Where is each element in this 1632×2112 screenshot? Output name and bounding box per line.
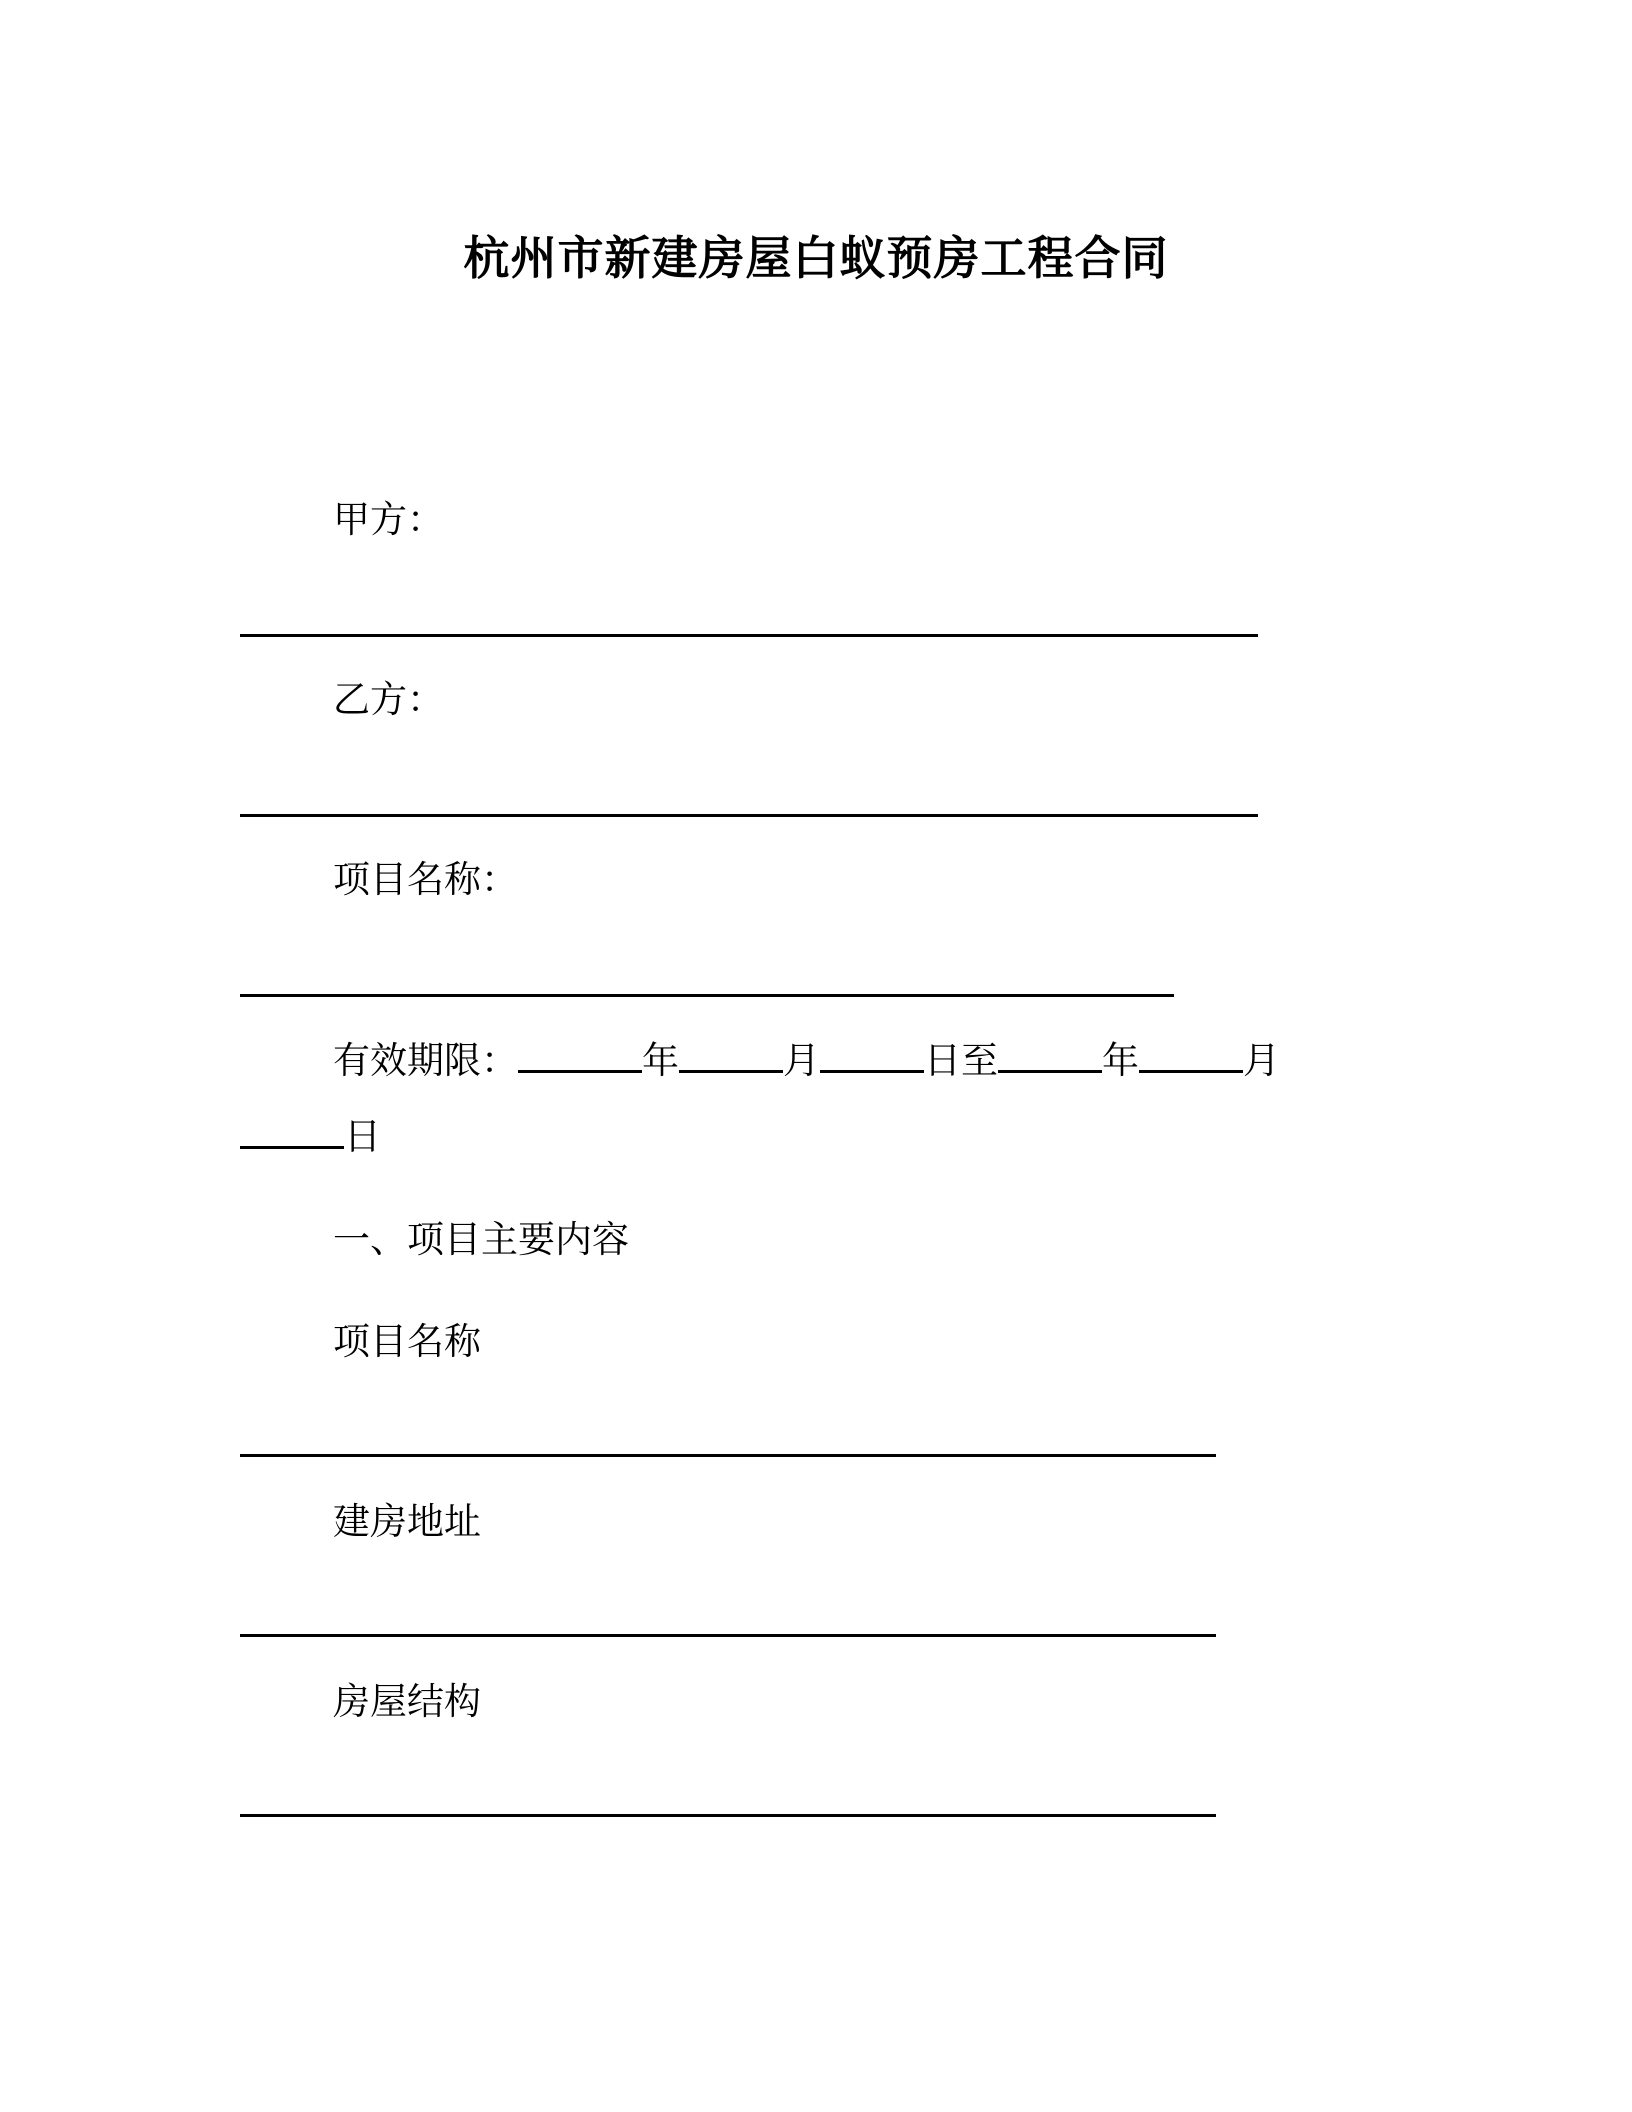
end-month-unit: 月 (1243, 1039, 1280, 1082)
start-month-blank[interactable] (679, 1036, 783, 1073)
project-name-blank[interactable] (240, 960, 1174, 997)
end-day-unit: 日 (344, 1115, 381, 1158)
party-a-label: 甲方： (333, 498, 444, 541)
validity-row-cont (240, 1112, 381, 1161)
start-year-blank[interactable] (518, 1036, 642, 1073)
item-address-label: 建房地址 (333, 1500, 481, 1543)
start-day-to: 日至 (924, 1039, 998, 1082)
end-day-blank[interactable] (240, 1112, 344, 1149)
project-name-fill-line[interactable] (240, 960, 1174, 1009)
item-project-name-label: 项目名称 (333, 1320, 481, 1363)
item-address-fill-line[interactable] (240, 1600, 1216, 1649)
start-day-blank[interactable] (820, 1036, 924, 1073)
item-structure-fill-line[interactable] (240, 1780, 1216, 1829)
start-year-unit: 年 (642, 1039, 679, 1082)
page-title: 杭州市新建房屋白蚁预房工程合同 (463, 231, 1169, 285)
item-structure-blank[interactable] (240, 1780, 1216, 1817)
project-name-label: 项目名称： (333, 858, 518, 901)
party-b-fill-line[interactable] (240, 780, 1258, 829)
end-month-blank[interactable] (1139, 1036, 1243, 1073)
item-project-name-blank[interactable] (240, 1420, 1216, 1457)
end-year-unit: 年 (1102, 1039, 1139, 1082)
validity-row (333, 1036, 1280, 1085)
item-structure-label: 房屋结构 (333, 1680, 481, 1723)
party-a-fill-line[interactable] (240, 600, 1258, 649)
validity-label: 有效期限： (333, 1039, 518, 1082)
start-month-unit: 月 (783, 1039, 820, 1082)
party-b-blank[interactable] (240, 780, 1258, 817)
party-b-label: 乙方： (333, 678, 444, 721)
party-a-blank[interactable] (240, 600, 1258, 637)
section-1-heading: 一、项目主要内容 (333, 1218, 629, 1261)
item-address-blank[interactable] (240, 1600, 1216, 1637)
end-year-blank[interactable] (998, 1036, 1102, 1073)
item-project-name-fill-line[interactable] (240, 1420, 1216, 1469)
